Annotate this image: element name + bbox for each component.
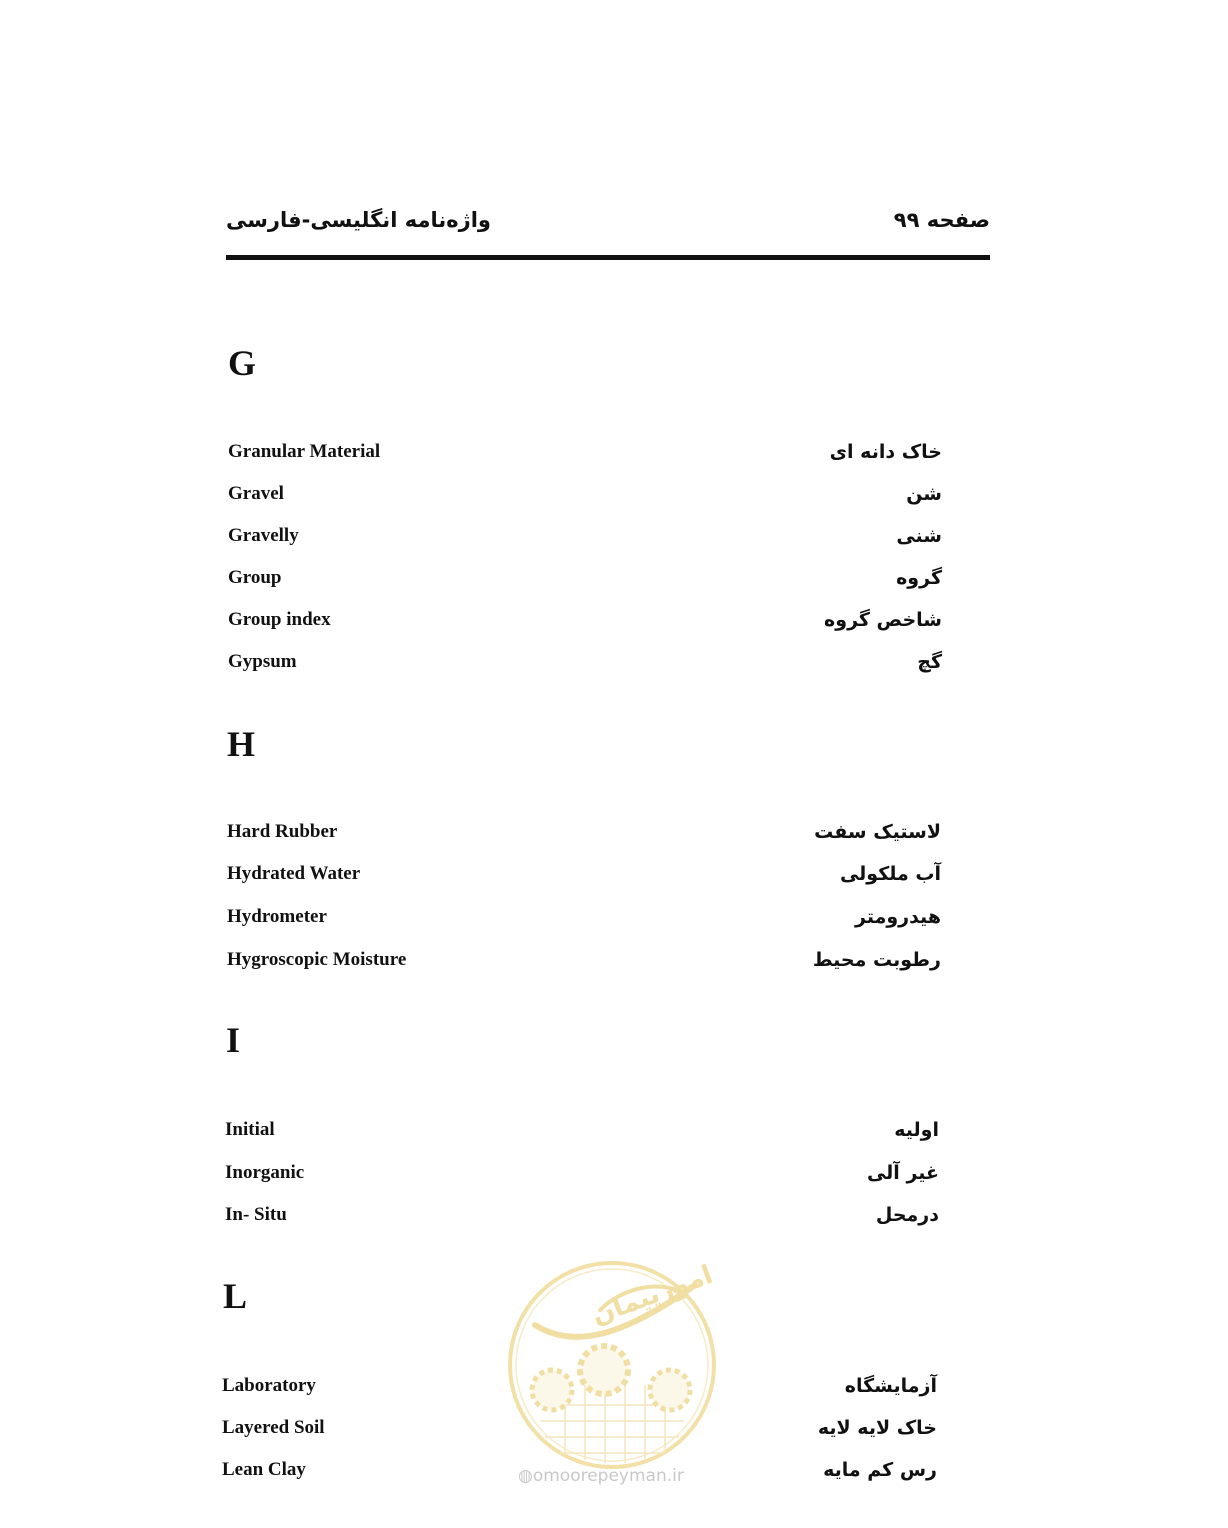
glossary-title: واژه‌نامه انگلیسی-فارسی (226, 208, 491, 232)
section-letter: L (223, 1276, 248, 1316)
english-term: Laboratory (222, 1375, 316, 1396)
section-letter: G (228, 343, 257, 383)
section-letter: I (226, 1020, 241, 1060)
english-term: Hydrometer (227, 906, 327, 927)
page-header (226, 206, 990, 246)
glossary-entry (0, 563, 1228, 593)
english-term: Hydrated Water (227, 863, 361, 884)
english-term: Group (228, 567, 282, 588)
persian-term: رس کم مایه (823, 1459, 937, 1481)
header-divider (226, 255, 990, 260)
glossary-entry (0, 1200, 1228, 1230)
section-letter: H (227, 724, 256, 764)
watermark-url (518, 1466, 718, 1486)
english-term: Hygroscopic Moisture (227, 949, 407, 970)
glossary-entry (0, 647, 1228, 677)
english-term: Granular Material (228, 441, 381, 462)
english-term: In- Situ (225, 1204, 287, 1225)
watermark-url-text: omoorepeyman.ir (532, 1466, 684, 1486)
glossary-entry (0, 1158, 1228, 1188)
persian-term: شاخص گروه (824, 609, 942, 631)
glossary-entry (0, 521, 1228, 551)
glossary-entry (0, 605, 1228, 635)
english-term: Initial (225, 1119, 275, 1140)
globe-icon: ◍ (518, 1466, 533, 1486)
persian-term: رطوبت محیط (812, 949, 941, 971)
persian-term: خاک لایه لایه (817, 1417, 937, 1439)
persian-term: درمحل (875, 1204, 939, 1226)
glossary-entry (0, 817, 1228, 847)
english-term: Layered Soil (222, 1417, 325, 1438)
glossary-entry (0, 859, 1228, 889)
english-term: Lean Clay (222, 1459, 306, 1480)
english-term: Inorganic (225, 1162, 305, 1183)
persian-term: اولیه (894, 1119, 939, 1141)
persian-term: شنی (896, 525, 942, 547)
persian-term: گچ (917, 651, 942, 673)
watermark-logo-text: امورپیمان (587, 1259, 717, 1332)
page-number: صفحه ۹۹ (893, 208, 990, 232)
glossary-entry (0, 1115, 1228, 1145)
glossary-entry (0, 437, 1228, 467)
persian-term: آزمایشگاه (844, 1375, 937, 1397)
glossary-entry (0, 902, 1228, 932)
glossary-entry (0, 945, 1228, 975)
english-term: Gravelly (228, 525, 299, 546)
persian-term: لاستیک سفت (814, 821, 941, 843)
english-term: Hard Rubber (227, 821, 338, 842)
english-term: Gypsum (228, 651, 297, 672)
persian-term: شن (906, 483, 942, 505)
english-term: Gravel (228, 483, 284, 504)
persian-term: هیدرومتر (855, 906, 941, 928)
persian-term: آب ملکولی (839, 863, 941, 885)
watermark-logo (505, 1255, 719, 1485)
persian-term: گروه (896, 567, 942, 589)
persian-term: غیر آلی (866, 1162, 939, 1184)
glossary-entry (0, 479, 1228, 509)
persian-term: خاک دانه ای (829, 441, 942, 463)
english-term: Group index (228, 609, 331, 630)
